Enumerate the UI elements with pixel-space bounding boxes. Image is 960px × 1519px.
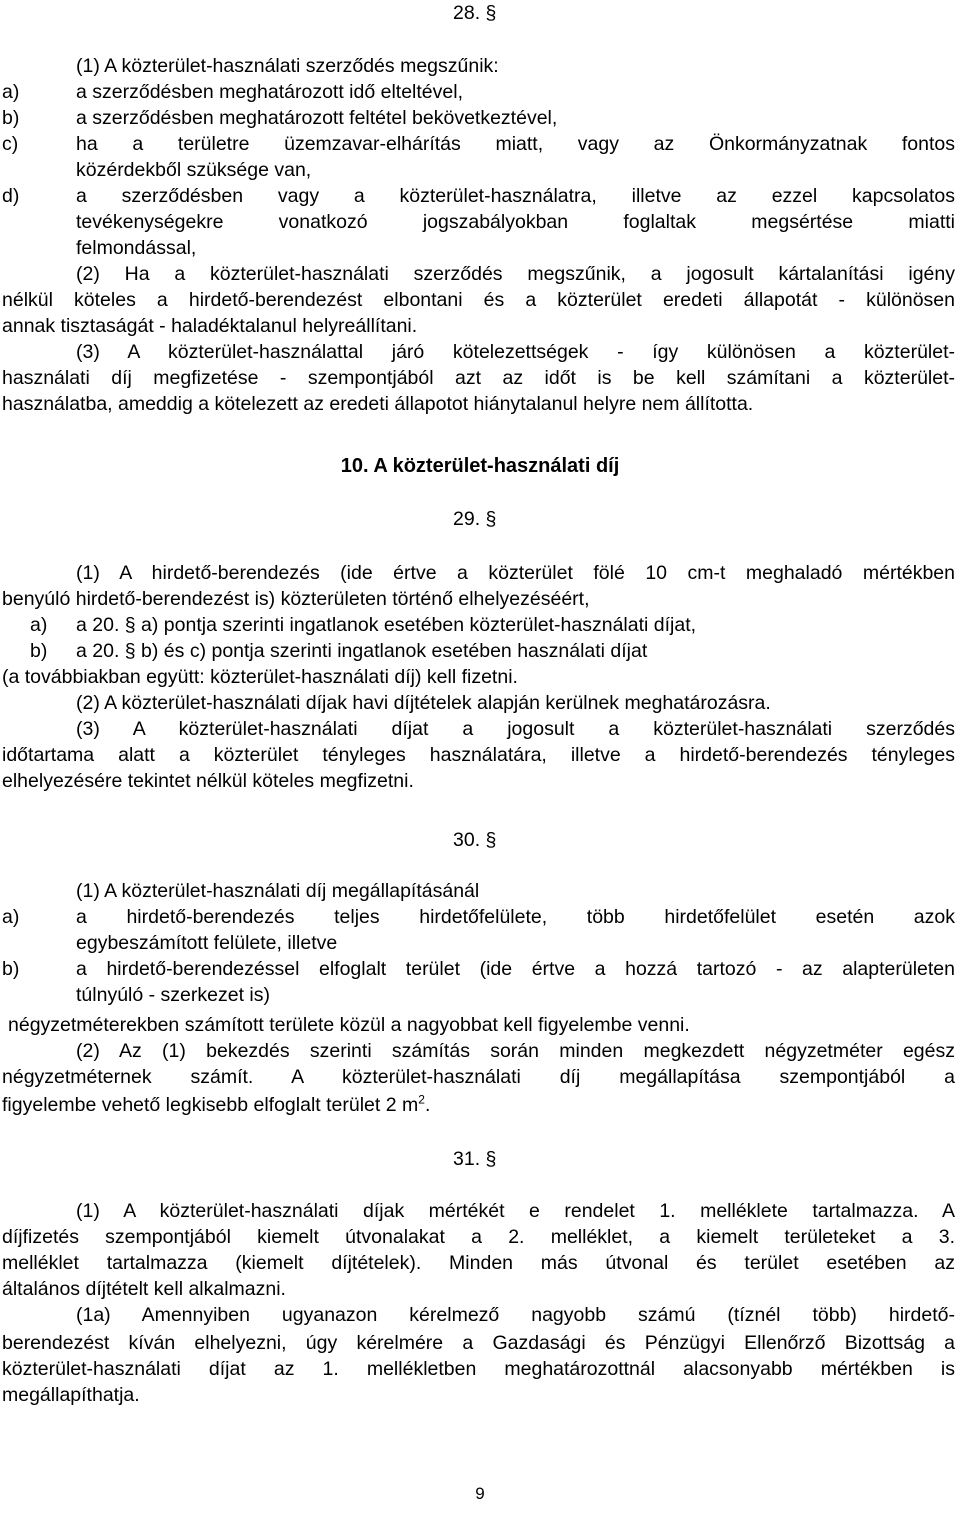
s29-para-1-line-2: benyúló hirdető-berendezést is) közterületen történő elhelyezéséért, [2, 588, 590, 610]
s31-para-1a-line-4: megállapíthatja. [2, 1384, 140, 1406]
s29-para-3-line-3: elhelyezésére tekintet nélkül köteles megfizetni. [2, 770, 414, 792]
s29-item-b: a 20. § b) és c) pontja szerinti ingatlanok esetében használati díjat [76, 640, 648, 662]
s31-para-1-line-4: általános díjtételt kell alkalmazni. [2, 1278, 286, 1300]
s28-para-3-line-2: használati díj megfizetése - szempontjából azt az időt is be kell számítani a közterület- [2, 367, 955, 389]
s28-para-1: (1) A közterület-használati szerződés megszűnik: [76, 55, 499, 77]
s30-item-a-marker: a) [2, 906, 20, 928]
s30-para-1: (1) A közterület-használati díj megállapításánál [76, 880, 480, 902]
s29-para-3-line-1: (3) A közterület-használati díjat a jogosult a közterület-használati szerződés [76, 718, 955, 740]
s28-item-b: a szerződésben meghatározott feltétel bekövetkeztével, [76, 107, 558, 129]
s31-para-1-line-2: díjfizetés szempontjából kiemelt útvonalakat a 2. melléklet, a kiemelt területeket a 3. [2, 1226, 955, 1248]
s29-para-3-line-2: időtartama alatt a közterület tényleges használatára, illetve a hirdető-berendezés tényleges [2, 744, 955, 766]
s29-item-b-marker: b) [30, 640, 48, 662]
s28-item-d-line-1: a szerződésben vagy a közterület-használatra, illetve az ezzel kapcsolatos [76, 185, 955, 207]
s28-para-3-line-1: (3) A közterület-használattal járó kötelezettségek - így különösen a közterület- [76, 341, 955, 363]
page-number: 9 [475, 1484, 485, 1503]
s28-item-c-line-1: ha a területre üzemzavar-elhárítás miatt, vagy az Önkormányzatnak fontos [76, 133, 955, 155]
s28-para-2-line-3: annak tisztaságát - haladéktalanul helyreállítani. [2, 315, 418, 337]
section-30-heading: 30. § [453, 829, 497, 851]
s29-para-2: (2) A közterület-használati díjak havi díjtételek alapján kerülnek meghatározásra. [76, 692, 771, 714]
s30-para-2-dot: . [424, 1094, 431, 1116]
section-31-heading: 31. § [453, 1148, 497, 1170]
s28-item-c-line-2: közérdekből szüksége van, [76, 159, 312, 181]
s28-para-2-line-2: nélkül köteles a hirdető-berendezést elbontani és a közterület eredeti állapotát - különösen [2, 289, 955, 311]
s28-item-a: a szerződésben meghatározott idő elteltével, [76, 81, 463, 103]
s31-para-1-line-3: melléklet tartalmazza (kiemelt díjtételek). Minden más útvonal és terület esetében az [2, 1252, 955, 1274]
s30-item-b-line-2: túlnyúló - szerkezet is) [76, 984, 270, 1006]
s30-para-2-line-2: négyzetméternek számít. A közterület-használati díj megállapítása szempontjából a [2, 1066, 955, 1088]
s30-item-a-line-2: egybeszámított felülete, illetve [76, 932, 338, 954]
chapter-10-heading: 10. A közterület-használati díj [340, 455, 620, 477]
s30-item-a-line-1: a hirdető-berendezés teljes hirdetőfelülete, több hirdetőfelület esetén azok [76, 906, 955, 928]
s30-para-2-line-1: (2) Az (1) bekezdés szerinti számítás során minden megkezdett négyzetméter egész [76, 1040, 955, 1062]
s28-para-2-line-1: (2) Ha a közterület-használati szerződés megszűnik, a jogosult kártalanítási igény [76, 263, 955, 285]
s28-para-3-line-3: használatba, ameddig a kötelezett az eredeti állapotot hiánytalanul helyre nem állította. [2, 393, 754, 415]
section-29-heading: 29. § [453, 508, 497, 530]
s29-para-1-line-1: (1) A hirdető-berendezés (ide értve a közterület fölé 10 cm-t meghaladó mértékben [76, 562, 955, 584]
s31-para-1a-line-2: berendezést kíván elhelyezni, úgy kérelmére a Gazdasági és Pénzügyi Ellenőrző Bizottság a [2, 1332, 955, 1354]
s28-item-d-line-3: felmondással, [76, 237, 197, 259]
s31-para-1a-line-1: (1a) Amennyiben ugyanazon kérelmező nagyobb számú (tíznél több) hirdető- [76, 1304, 955, 1326]
s30-para-1-end: négyzetméterekben számított területe közül a nagyobbat kell figyelembe venni. [8, 1014, 690, 1036]
section-28-heading: 28. § [453, 2, 497, 24]
s29-para-1-line-3: (a továbbiakban együtt: közterület-használati díj) kell fizetni. [2, 666, 518, 688]
s28-item-d-line-2: tevékenységekre vonatkozó jogszabályokban foglaltak megsértése miatti [76, 211, 955, 233]
s30-para-2-line-3 [2, 1094, 430, 1117]
s29-item-a: a 20. § a) pontja szerinti ingatlanok esetében közterület-használati díjat, [76, 614, 697, 636]
s31-para-1a-line-3: közterület-használati díjat az 1. mellékletben meghatározottnál alacsonyabb mértékben is [2, 1358, 955, 1380]
s28-item-a-marker: a) [2, 81, 20, 103]
s29-item-a-marker: a) [30, 614, 48, 636]
s28-item-c-marker: c) [2, 133, 19, 155]
s28-item-d-marker: d) [2, 185, 20, 207]
s30-para-2-text: figyelembe vehető legkisebb elfoglalt terület 2 m [2, 1094, 419, 1116]
s28-item-b-marker: b) [2, 107, 20, 129]
s30-item-b-marker: b) [2, 958, 20, 980]
s31-para-1-line-1: (1) A közterület-használati díjak mértékét e rendelet 1. melléklete tartalmazza. A [76, 1200, 955, 1222]
superscript-2: 2 [418, 1092, 425, 1107]
s30-item-b-line-1: a hirdető-berendezéssel elfoglalt terület (ide értve a hozzá tartozó - az alapterületen [76, 958, 955, 980]
